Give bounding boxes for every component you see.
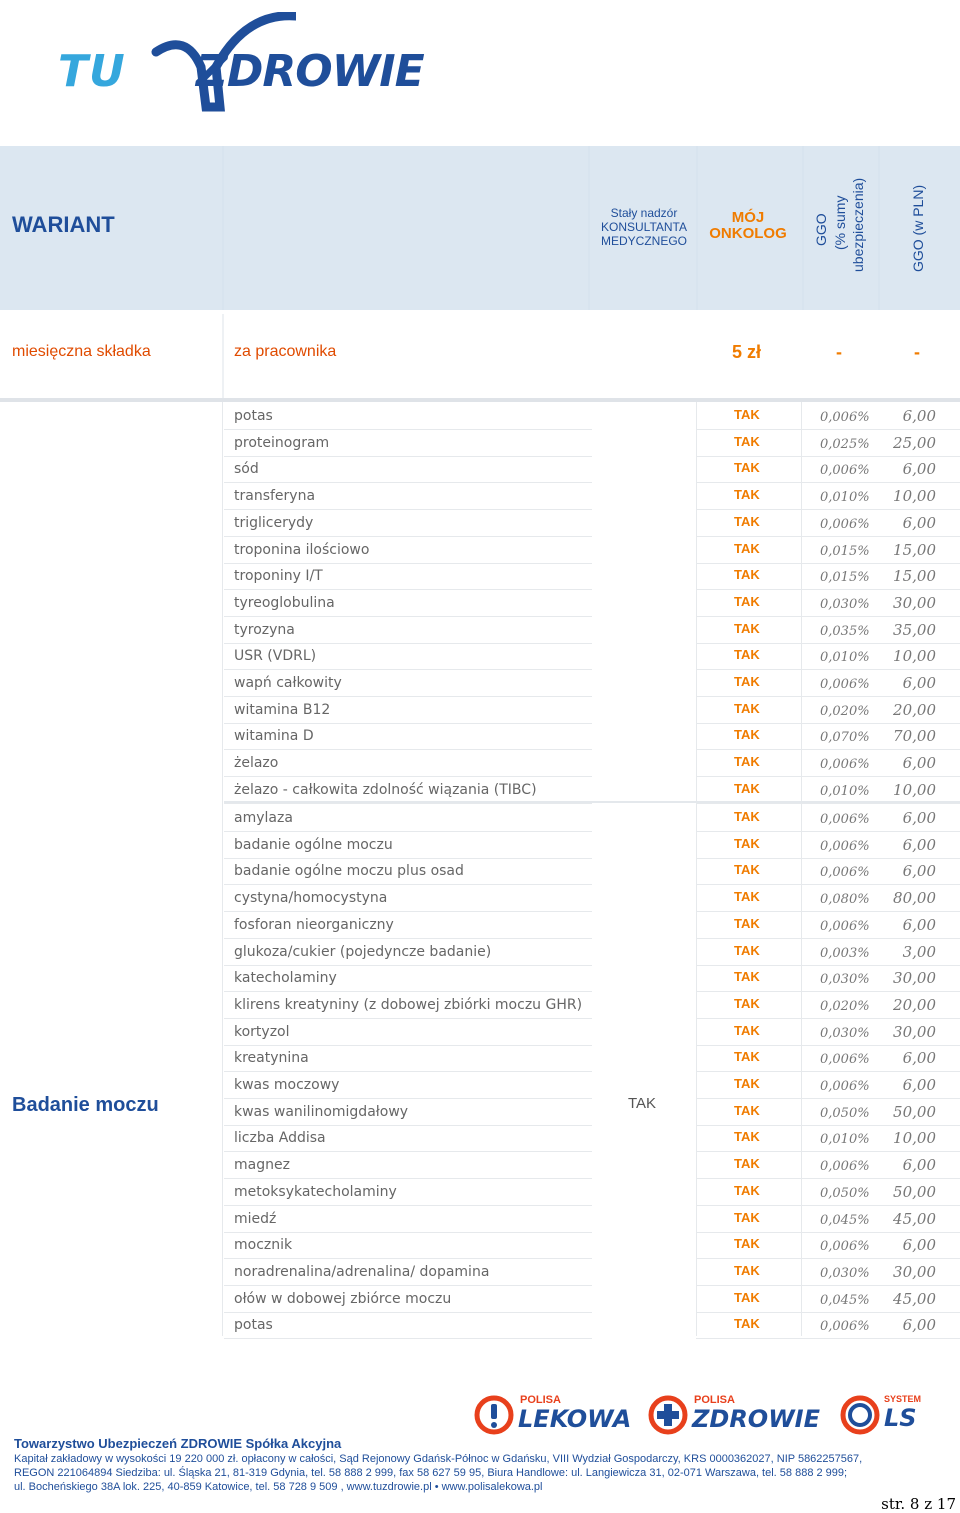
row-line (224, 803, 592, 804)
amount-value: 25,00 (893, 433, 936, 452)
table-row (224, 484, 960, 510)
percent-value: 0,015% (820, 570, 870, 586)
percent-value: 0,003% (820, 945, 870, 961)
ls-text: LS (884, 1404, 917, 1432)
tak-value: TAK (734, 1289, 760, 1305)
test-name: witamina B12 (234, 701, 331, 718)
test-name: kortyzol (234, 1023, 290, 1040)
amount-value: 3,00 (902, 942, 936, 961)
test-name: magnez (234, 1157, 290, 1174)
test-name: potas (234, 1317, 273, 1334)
test-name: sód (234, 461, 259, 478)
test-name: ołów w dobowej zbiórce moczu (234, 1290, 452, 1307)
percent-value: 0,050% (820, 1105, 870, 1121)
wariant-label: WARIANT (12, 212, 115, 237)
amount-value: 30,00 (893, 969, 936, 988)
percent-value: 0,006% (820, 1319, 870, 1335)
fee-for: za pracownika (234, 343, 337, 360)
percent-value: 0,010% (820, 783, 870, 799)
amount-value: 35,00 (893, 620, 936, 639)
percent-value: 0,020% (820, 998, 870, 1014)
ggo-pct-line-3: ubezpieczenia) (850, 177, 866, 272)
test-name: wapń całkowity (234, 675, 342, 691)
amount-value: 30,00 (893, 1022, 936, 1041)
tak-value: TAK (734, 969, 760, 985)
amount-value: 20,00 (893, 995, 936, 1014)
table-row (224, 591, 960, 617)
table-row (224, 1020, 960, 1046)
tak-value: TAK (734, 407, 760, 422)
tak-value: TAK (734, 754, 760, 770)
amount-value: 15,00 (893, 540, 936, 559)
test-name: potas (234, 408, 273, 424)
percent-value: 0,006% (820, 865, 870, 881)
percent-value: 0,006% (820, 838, 870, 854)
tak-value: TAK (734, 593, 760, 609)
amount-value: 6,00 (902, 835, 936, 854)
address-line-3: ul. Bocheńskiego 38A lok. 225, 40-859 Katowice, tel. 58 728 9 509 , www.tuzdrowie.pl • www.polisalekowa.pl (14, 1481, 543, 1493)
amount-value: 10,00 (893, 780, 936, 799)
percent-value: 0,030% (820, 596, 870, 612)
tak-value: TAK (734, 487, 760, 503)
tak-value: TAK (734, 889, 760, 905)
tak-value: TAK (734, 620, 760, 636)
test-name: kwas wanilinomigdałowy (234, 1103, 409, 1120)
table-row (224, 538, 960, 564)
polisa-zdrowie-logo (648, 1392, 828, 1438)
percent-value: 0,006% (820, 410, 870, 425)
tak-value: TAK (734, 835, 760, 851)
logo-text-zdrowie: ZDROWIE (196, 46, 424, 97)
percent-value: 0,080% (820, 892, 870, 908)
test-name: badanie ogólne moczu (234, 836, 393, 853)
tak-value: TAK (734, 1022, 760, 1038)
amount-value: 6,00 (902, 460, 936, 479)
amount-value: 10,00 (893, 1129, 936, 1148)
table-row (224, 1153, 960, 1179)
table-row (224, 1260, 960, 1286)
amount-value: 15,00 (893, 567, 936, 586)
footer-logos (474, 1392, 934, 1438)
percent-value: 0,015% (820, 543, 870, 559)
amount-value: 6,00 (902, 862, 936, 881)
percent-value: 0,030% (820, 972, 870, 988)
amount-value: 10,00 (893, 487, 936, 506)
polisa-lekowa-logo (474, 1392, 634, 1438)
amount-value: 20,00 (893, 700, 936, 719)
test-name: troponiny I/T (234, 568, 323, 585)
table-row (224, 1233, 960, 1259)
tak-value: TAK (734, 995, 760, 1011)
amount-value: 30,00 (893, 593, 936, 612)
amount-value: 6,00 (902, 754, 936, 773)
test-name: amylaza (234, 810, 293, 826)
test-name: fosforan nieorganiczny (234, 916, 394, 933)
percent-value: 0,010% (820, 490, 870, 506)
table-row (224, 1180, 960, 1206)
table-row (224, 940, 960, 966)
tak-value: TAK (734, 1102, 760, 1118)
tak-value: TAK (734, 727, 760, 743)
tak-value: TAK (734, 1049, 760, 1065)
fee-price: 5 zł (732, 342, 762, 362)
test-name: tyreoglobulina (234, 594, 335, 611)
staly-line-1: Stały nadzór (610, 206, 678, 220)
table-row (224, 778, 960, 804)
company-name: Towarzystwo Ubezpieczeń ZDROWIE Spółka Akcyjna (14, 1436, 342, 1451)
test-name: triglicerydy (234, 514, 314, 531)
table-row (224, 993, 960, 1019)
tu-zdrowie-logo (58, 8, 448, 108)
table-row (224, 1046, 960, 1072)
ggo-pct-line-2: (% sumy (832, 195, 848, 250)
header-cell-empty (224, 146, 588, 310)
table-row (224, 1100, 960, 1126)
percent-value: 0,006% (820, 918, 870, 934)
tak-value: TAK (734, 700, 760, 716)
company-address (14, 1452, 924, 1494)
percent-value: 0,050% (820, 1185, 870, 1201)
amount-value: 70,00 (893, 727, 936, 746)
amount-value: 6,00 (902, 915, 936, 934)
percent-value: 0,070% (820, 730, 870, 746)
row-line (224, 1338, 592, 1339)
table-row (224, 806, 960, 832)
test-name: żelazo (234, 755, 279, 772)
system-text: SYSTEM (884, 1394, 922, 1404)
fee-label: miesięczna składka (12, 343, 151, 360)
lekowa-text: LEKOWA (518, 1405, 632, 1433)
polisa-text: POLISA (520, 1394, 561, 1406)
staly-line-3: MEDYCZNEGO (600, 234, 687, 248)
zdrowie-text: ZDROWIE (692, 1405, 821, 1433)
tak-value: TAK (734, 1236, 760, 1252)
table-row (224, 833, 960, 859)
row-line-right (696, 803, 960, 804)
percent-value: 0,006% (820, 1052, 870, 1068)
fee-dash-2: - (914, 342, 920, 362)
percent-value: 0,020% (820, 703, 870, 719)
row-line-right (696, 1338, 960, 1339)
percent-value: 0,006% (820, 757, 870, 773)
tak-value: TAK (734, 540, 760, 556)
percent-value: 0,045% (820, 1212, 870, 1228)
test-name: transferyna (234, 488, 316, 505)
test-name: mocznik (234, 1237, 293, 1254)
table-row (224, 698, 960, 724)
ring-icon (840, 1395, 880, 1435)
table-row (224, 404, 960, 430)
percent-value: 0,010% (820, 1132, 870, 1148)
test-name: troponina ilościowo (234, 541, 370, 558)
table-row (224, 1073, 960, 1099)
tak-value: TAK (734, 567, 760, 583)
test-name: miedź (234, 1210, 277, 1227)
tak-value: TAK (734, 513, 760, 529)
amount-value: 45,00 (893, 1209, 936, 1228)
amount-value: 6,00 (902, 1316, 936, 1335)
tak-value: TAK (734, 780, 760, 796)
amount-value: 6,00 (902, 1156, 936, 1175)
test-name: badanie ogólne moczu plus osad (234, 863, 464, 880)
percent-value: 0,006% (820, 516, 870, 532)
table-row (224, 457, 960, 483)
table-row (224, 564, 960, 590)
fee-divider (222, 314, 224, 398)
amount-value: 6,00 (902, 1049, 936, 1068)
tak-value: TAK (734, 647, 760, 663)
amount-value: 10,00 (893, 647, 936, 666)
table-row (224, 671, 960, 697)
address-line-2: REGON 221064894 Siedziba: ul. Śląska 21, 81-319 Gdynia, tel. 58 888 2 999, fax 58 627 59 95, Biura Handlowe: ul. Langiewicza 31, 02-071 Warszawa, tel. 58 888 2 999; (14, 1467, 848, 1479)
table-row (224, 751, 960, 777)
table-row (224, 511, 960, 537)
percent-value: 0,006% (820, 677, 870, 692)
amount-value: 6,00 (902, 809, 936, 827)
table-row (224, 1313, 960, 1339)
table-row (224, 1287, 960, 1313)
test-name: klirens kreatyniny (z dobowej zbiórki moczu GHR) (234, 996, 583, 1013)
test-name: USR (VDRL) (234, 648, 317, 665)
address-line-1: Kapitał zakładowy w wysokości 19 220 000 zł. opłacony w całości, Sąd Rejonowy Gdańsk-Północ w Gdańsku, VIII Wydział Gospodarczy, KRS 0000362027, NIP 5862257567, (14, 1453, 863, 1465)
test-name: liczba Addisa (234, 1130, 326, 1147)
moj-onkolog-header (700, 210, 796, 242)
ggo-pct-line-1: GGO (813, 213, 829, 246)
test-name: metoksykatecholaminy (234, 1183, 397, 1200)
table-row (224, 724, 960, 750)
cross-icon (648, 1395, 688, 1435)
table-row (224, 859, 960, 885)
amount-value: 50,00 (893, 1182, 936, 1201)
page-number: str. 8 z 17 (881, 1495, 956, 1513)
percent-value: 0,006% (820, 1079, 870, 1094)
tak-value: TAK (734, 942, 760, 958)
tak-value: TAK (734, 862, 760, 878)
test-name: tyrozyna (234, 621, 295, 638)
percent-value: 0,025% (820, 436, 870, 452)
tak-value: TAK (734, 1209, 760, 1225)
polisa-text-2: POLISA (694, 1394, 735, 1406)
test-name: kwas moczowy (234, 1077, 340, 1093)
tak-value: TAK (734, 1076, 760, 1091)
amount-value: 6,00 (902, 1076, 936, 1094)
table-row (224, 644, 960, 670)
tak-value: TAK (734, 915, 760, 931)
tak-value: TAK (734, 674, 760, 689)
table-row (224, 431, 960, 457)
amount-value: 80,00 (893, 889, 936, 908)
tak-value: TAK (734, 1129, 760, 1145)
section-tak: TAK (628, 1095, 657, 1112)
table-row (224, 886, 960, 912)
tak-value: TAK (734, 809, 760, 824)
section-title: Badanie moczu (12, 1094, 159, 1116)
percent-value: 0,010% (820, 650, 870, 666)
tak-value: TAK (734, 1182, 760, 1198)
test-name: żelazo - całkowita zdolność wiązania (TIBC) (234, 781, 537, 798)
percent-value: 0,006% (820, 1159, 870, 1175)
amount-value: 30,00 (893, 1262, 936, 1281)
system-ls-logo (840, 1392, 930, 1438)
test-name: cystyna/homocystyna (234, 890, 388, 907)
amount-value: 6,00 (902, 1236, 936, 1255)
table-row (224, 913, 960, 939)
amount-value: 50,00 (893, 1102, 936, 1121)
tak-value: TAK (734, 1316, 760, 1332)
amount-value: 45,00 (893, 1289, 936, 1308)
logo-text-tu: TU (58, 46, 126, 97)
amount-value: 6,00 (902, 407, 936, 425)
tak-value: TAK (734, 433, 760, 449)
table-row (224, 618, 960, 644)
staly-nadzor-header (596, 206, 692, 248)
test-name: katecholaminy (234, 970, 337, 987)
test-name: kreatynina (234, 1050, 309, 1067)
fee-dash-1: - (836, 342, 842, 362)
amount-value: 6,00 (902, 674, 936, 692)
tak-value: TAK (734, 1262, 760, 1278)
col-divider-1 (222, 402, 223, 1336)
percent-value: 0,035% (820, 623, 870, 639)
table-row (224, 1207, 960, 1233)
tak-value: TAK (734, 1156, 760, 1172)
percent-value: 0,045% (820, 1292, 870, 1308)
table-row (224, 966, 960, 992)
test-name: glukoza/cukier (pojedyncze badanie) (234, 943, 492, 960)
percent-value: 0,030% (820, 1265, 870, 1281)
test-name: proteinogram (234, 434, 330, 451)
percent-value: 0,006% (820, 463, 870, 479)
exclamation-icon (474, 1395, 514, 1435)
percent-value: 0,006% (820, 1239, 870, 1255)
amount-value: 6,00 (902, 513, 936, 532)
ggo-pln-header: GGO (w PLN) (910, 184, 926, 272)
tak-value: TAK (734, 460, 760, 476)
test-name: witamina D (234, 728, 314, 745)
staly-line-2: KONSULTANTA (600, 220, 687, 234)
test-name: noradrenalina/adrenalina/ dopamina (234, 1263, 490, 1280)
onko-line-2: ONKOLOG (709, 225, 787, 242)
onko-line-1: MÓJ (731, 209, 765, 226)
percent-value: 0,030% (820, 1025, 870, 1041)
table-row (224, 1126, 960, 1152)
percent-value: 0,006% (820, 812, 870, 827)
